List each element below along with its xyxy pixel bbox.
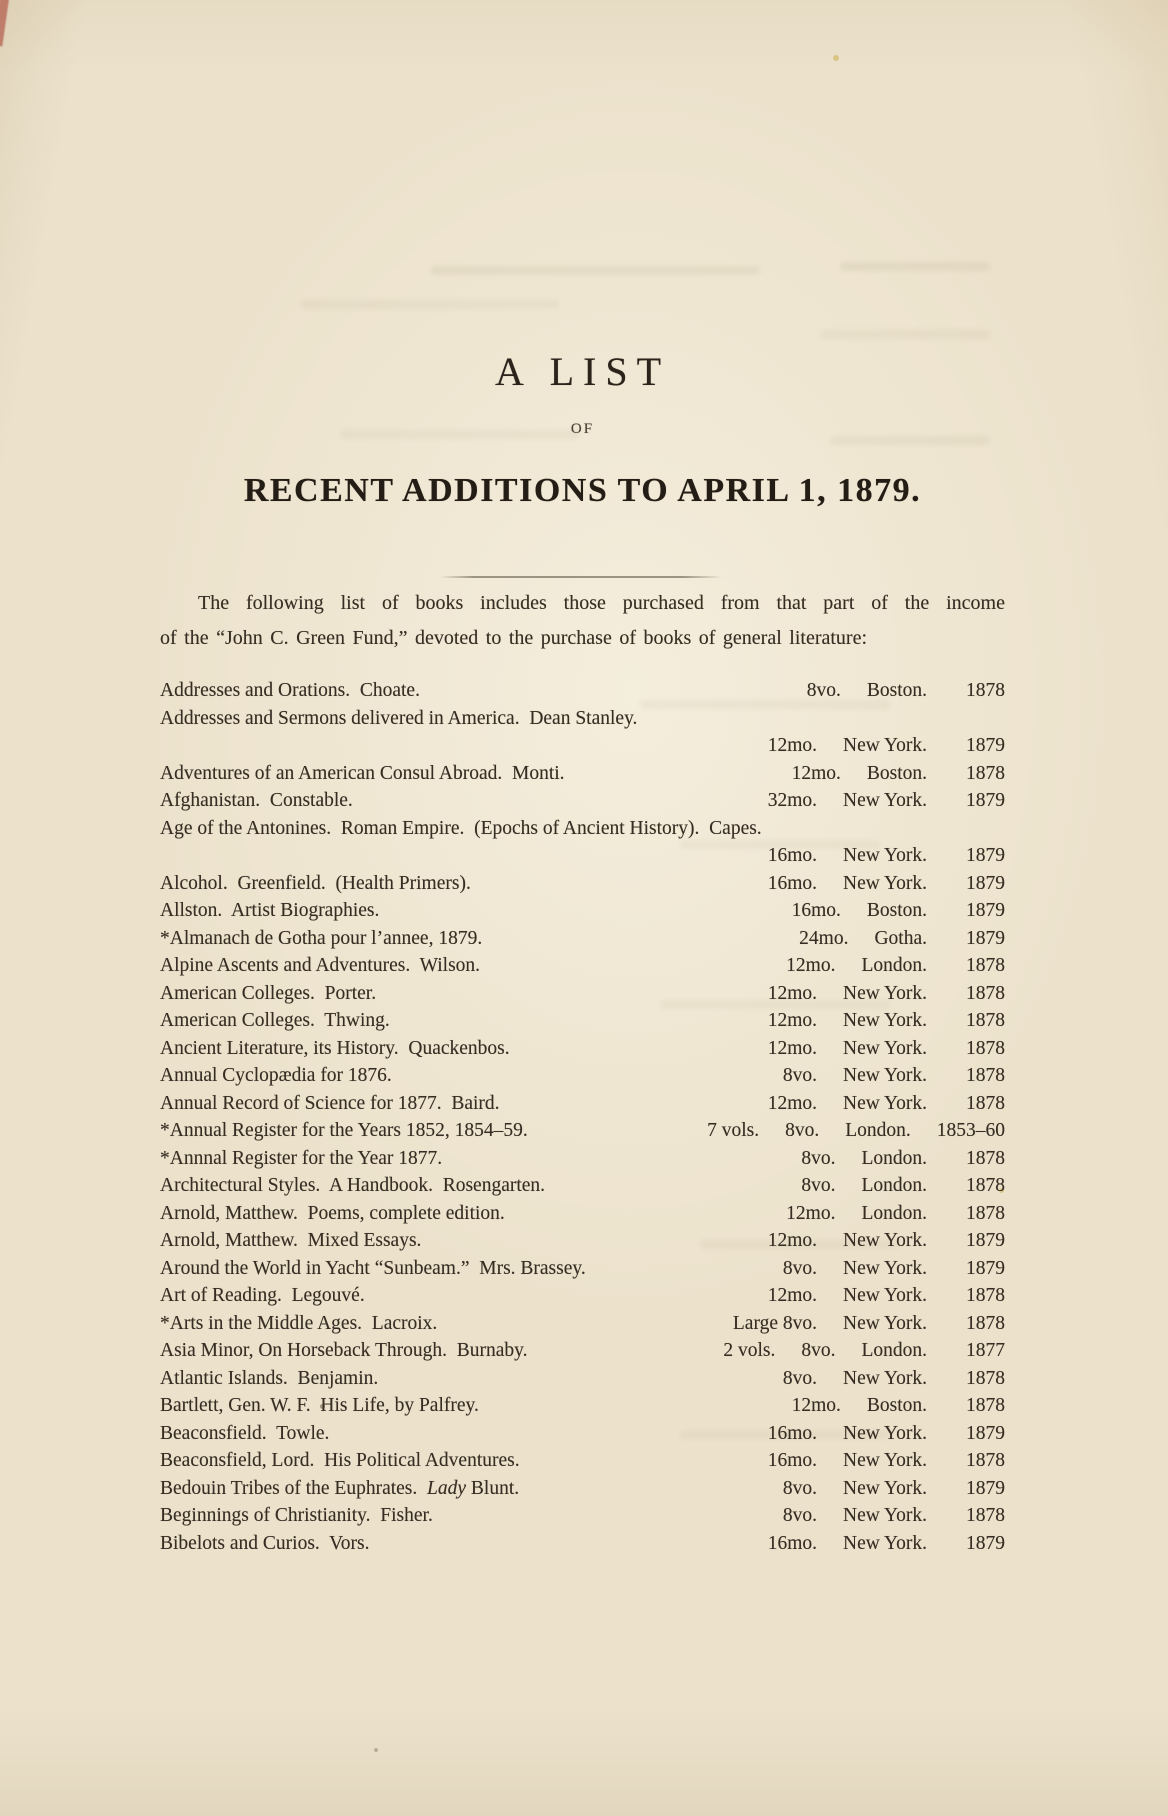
- page-title-of: OF: [570, 421, 595, 437]
- entry-format: 16mo.: [767, 1450, 818, 1471]
- entry-format: 16mo.: [767, 1532, 818, 1554]
- list-entry: [160, 1255, 1005, 1283]
- entry-format: 8vo.: [782, 1505, 818, 1526]
- entry-place: New York.: [843, 982, 927, 1004]
- page-subtitle: RECENT ADDITIONS TO APRIL 1, 1879.: [243, 472, 922, 509]
- entry-title: Bedouin Tribes of the Euphrates. Lady Blunt.: [160, 1477, 520, 1499]
- entry-imprint: [786, 1200, 1005, 1228]
- entry-year: 1879: [966, 1477, 1005, 1499]
- show-through-mark: [430, 266, 760, 275]
- entry-imprint: [707, 1117, 1005, 1145]
- entry-format: 16mo.: [767, 872, 818, 894]
- intro-line-2: of the “John C. Green Fund,” devoted to the purchase of books of general literature:: [160, 627, 868, 649]
- entry-year: 1879: [966, 1422, 1005, 1444]
- entry-imprint: [768, 1282, 1005, 1310]
- entry-imprint: [768, 842, 1005, 870]
- entry-format: Large 8vo.: [732, 1312, 818, 1334]
- list-entry: [160, 1530, 1005, 1558]
- entry-imprint: [801, 1172, 1005, 1200]
- entry-place: New York.: [843, 1285, 927, 1306]
- entry-title: Atlantic Islands. Benjamin.: [160, 1367, 379, 1389]
- entry-format: 12mo.: [767, 1010, 818, 1031]
- entry-year: 1878: [966, 1367, 1005, 1389]
- entry-title: Around the World in Yacht “Sunbeam.” Mrs. Brassey.: [160, 1257, 586, 1279]
- entry-place: London.: [845, 1120, 911, 1141]
- entry-format: 12mo.: [767, 1037, 818, 1059]
- entry-title: Ancient Literature, its History. Quackenbos.: [160, 1037, 510, 1059]
- entry-format: 12mo.: [767, 735, 818, 756]
- entry-year: 1878: [966, 1175, 1005, 1196]
- entry-place: New York.: [843, 1532, 927, 1554]
- entry-format: 8vo.: [801, 1340, 836, 1361]
- list-entry: [160, 1117, 1005, 1145]
- entry-imprint: [768, 1447, 1005, 1475]
- entry-imprint: [768, 732, 1005, 760]
- entry-imprint: [768, 1530, 1005, 1558]
- entry-place: New York.: [843, 1312, 927, 1334]
- entry-title: Beaconsfield. Towle.: [160, 1422, 330, 1444]
- list-entry: [160, 1310, 1005, 1338]
- entry-place: New York.: [843, 735, 927, 756]
- entry-title: Asia Minor, On Horseback Through. Burnaby.: [160, 1340, 528, 1361]
- entry-format: 16mo.: [767, 845, 818, 866]
- entry-title: Allston. Artist Biographies.: [160, 900, 380, 921]
- entry-title: Bartlett, Gen. W. F. His Life, by Palfrey.: [160, 1395, 479, 1416]
- entry-year: 1878: [966, 1092, 1005, 1114]
- entry-place: New York.: [843, 1037, 927, 1059]
- entry-year: 1879: [966, 790, 1005, 811]
- entry-imprint: [768, 1035, 1005, 1063]
- entry-year: 1878: [966, 1505, 1005, 1526]
- entry-year: 1878: [966, 1285, 1005, 1306]
- entry-format: 24mo.: [799, 927, 849, 949]
- entry-place: New York.: [843, 845, 927, 866]
- entry-format: 8vo.: [806, 680, 841, 701]
- list-entry: [160, 870, 1005, 898]
- entry-title: Beginnings of Christianity. Fisher.: [160, 1505, 433, 1526]
- entry-format: 12mo.: [767, 1285, 818, 1306]
- paper-speck: [833, 55, 839, 61]
- entry-title: Age of the Antonines. Roman Empire. (Epochs of Ancient History). Capes.: [160, 817, 762, 839]
- entry-year: 1878: [966, 1395, 1005, 1416]
- entry-title: Arnold, Matthew. Mixed Essays.: [160, 1230, 422, 1251]
- entry-year: 1879: [966, 735, 1005, 756]
- entry-year: 1879: [966, 927, 1005, 949]
- list-entry: [160, 787, 1005, 815]
- entry-place: New York.: [843, 1450, 927, 1471]
- entry-year: 1853–60: [936, 1120, 1005, 1141]
- list-entry: [160, 1172, 1005, 1200]
- entry-title: Annual Cyclopædia for 1876.: [160, 1065, 392, 1086]
- entry-place: New York.: [843, 1505, 927, 1526]
- entry-year: 1879: [966, 1257, 1005, 1279]
- entry-imprint: [786, 952, 1005, 980]
- entry-title: Annual Record of Science for 1877. Baird.: [160, 1092, 500, 1114]
- entry-title: Art of Reading. Legouvé.: [160, 1285, 365, 1306]
- entry-place: London.: [861, 1340, 927, 1361]
- entry-place: New York.: [843, 1010, 927, 1031]
- entry-title: Arnold, Matthew. Poems, complete edition.: [160, 1202, 505, 1224]
- entry-year: 1878: [966, 680, 1005, 701]
- entry-imprint: [768, 1090, 1005, 1118]
- entry-imprint: [768, 870, 1005, 898]
- entry-title: *Annnal Register for the Year 1877.: [160, 1147, 443, 1169]
- entry-place: London.: [861, 1202, 927, 1224]
- page-title: A LIST: [494, 349, 671, 394]
- entry-title: Beaconsfield, Lord. His Political Adventures.: [160, 1450, 520, 1471]
- entry-imprint: [783, 1255, 1005, 1283]
- entry-title: Alcohol. Greenfield. (Health Primers).: [160, 872, 471, 894]
- entry-place: New York.: [843, 1065, 927, 1086]
- entry-place: London.: [861, 955, 927, 976]
- entry-title: Adventures of an American Consul Abroad. Monti.: [160, 762, 565, 784]
- entry-imprint: [768, 787, 1005, 815]
- entry-imprint: [733, 1310, 1005, 1338]
- entry-year: 1878: [966, 1065, 1005, 1086]
- entry-year: 1879: [966, 900, 1005, 921]
- list-entry: [160, 1337, 1005, 1365]
- list-entry: [160, 732, 1005, 760]
- entry-place: New York.: [843, 1092, 927, 1114]
- entry-place: Boston.: [866, 762, 927, 784]
- list-entry: [160, 1420, 1005, 1448]
- entry-title: Addresses and Orations. Choate.: [160, 680, 420, 701]
- entry-format: 8vo.: [782, 1065, 818, 1086]
- entry-title: Addresses and Sermons delivered in America. Dean Stanley.: [160, 707, 638, 729]
- entry-format: 8vo.: [782, 1257, 818, 1279]
- show-through-mark: [820, 330, 990, 339]
- entry-format: 8vo.: [785, 1120, 820, 1141]
- entry-place: New York.: [843, 872, 927, 894]
- entry-imprint: [783, 1475, 1005, 1503]
- entry-format: 8vo.: [801, 1147, 836, 1169]
- entry-imprint: [783, 1502, 1005, 1530]
- list-entry: [160, 1007, 1005, 1035]
- entry-title: Alpine Ascents and Adventures. Wilson.: [160, 955, 481, 976]
- list-entry: [160, 1145, 1005, 1173]
- entry-year: 1879: [966, 872, 1005, 894]
- list-entry: [160, 925, 1005, 953]
- entry-format: 8vo.: [782, 1367, 818, 1389]
- entry-title: Afghanistan. Constable.: [160, 790, 353, 811]
- entry-imprint: [768, 1227, 1005, 1255]
- entry-place: New York.: [843, 790, 927, 811]
- entry-format: 8vo.: [782, 1477, 818, 1499]
- entry-year: 1878: [966, 1147, 1005, 1169]
- list-entry: [160, 1200, 1005, 1228]
- show-through-mark: [840, 262, 990, 271]
- entry-title: American Colleges. Thwing.: [160, 1010, 390, 1031]
- list-entry: [160, 1062, 1005, 1090]
- entry-place: New York.: [843, 1230, 927, 1251]
- entry-year: 1878: [966, 1450, 1005, 1471]
- entry-year: 1879: [966, 1532, 1005, 1554]
- entry-year: 1878: [966, 982, 1005, 1004]
- entry-year: 1878: [966, 1010, 1005, 1031]
- intro-paragraph: [160, 586, 1005, 656]
- list-entry: [160, 980, 1005, 1008]
- entry-format: 16mo.: [791, 900, 841, 921]
- entry-place: New York.: [843, 1257, 927, 1279]
- entry-title: American Colleges. Porter.: [160, 982, 377, 1004]
- list-entry: [160, 1282, 1005, 1310]
- entry-format: 12mo.: [767, 1230, 818, 1251]
- list-entry: [160, 1502, 1005, 1530]
- list-entry: [160, 705, 1005, 733]
- entry-imprint: [792, 897, 1005, 925]
- show-through-mark: [300, 300, 560, 309]
- entry-year: 1878: [966, 955, 1005, 976]
- entry-format: 12mo.: [791, 762, 841, 784]
- scan-corner-mark: [0, 0, 10, 46]
- entry-imprint: [792, 760, 1005, 788]
- entry-format: 12mo.: [786, 1202, 836, 1224]
- entry-imprint: [807, 677, 1005, 705]
- list-entry: [160, 952, 1005, 980]
- entry-year: 1878: [966, 762, 1005, 784]
- divider-rule: [440, 576, 722, 578]
- list-entry: [160, 1035, 1005, 1063]
- entry-imprint: [799, 925, 1005, 953]
- entry-title: Bibelots and Curios. Vors.: [160, 1532, 370, 1554]
- entry-place: London.: [861, 1175, 927, 1196]
- entry-format: 12mo.: [786, 955, 836, 976]
- entry-year: 1878: [966, 1312, 1005, 1334]
- entry-format: 32mo.: [767, 790, 818, 811]
- entry-year: 1877: [966, 1340, 1005, 1361]
- entry-place: Boston.: [866, 680, 927, 701]
- entry-imprint: [768, 1420, 1005, 1448]
- entry-format: 8vo.: [801, 1175, 836, 1196]
- entry-year: 1878: [966, 1037, 1005, 1059]
- list-entry: [160, 1090, 1005, 1118]
- entry-format: 12mo.: [767, 1092, 818, 1114]
- entry-place: Gotha.: [874, 927, 927, 949]
- list-entry: [160, 677, 1005, 705]
- entry-title: Architectural Styles. A Handbook. Rosengarten.: [160, 1175, 546, 1196]
- paper-speck: [374, 1748, 378, 1752]
- entry-imprint: [768, 980, 1005, 1008]
- list-entry: [160, 1447, 1005, 1475]
- entry-place: New York.: [843, 1422, 927, 1444]
- entry-imprint: [723, 1337, 1005, 1365]
- entry-title: *Annual Register for the Years 1852, 1854–59.: [160, 1120, 528, 1141]
- entry-volumes: 7 vols.: [707, 1120, 760, 1141]
- entry-place: London.: [861, 1147, 927, 1169]
- entry-imprint: [783, 1062, 1005, 1090]
- list-entry: [160, 842, 1005, 870]
- entry-imprint: [783, 1365, 1005, 1393]
- list-entry: [160, 1365, 1005, 1393]
- list-entry: [160, 1392, 1005, 1420]
- entry-title: *Almanach de Gotha pour l’annee, 1879.: [160, 927, 483, 949]
- entry-place: Boston.: [866, 900, 927, 921]
- entry-place: New York.: [843, 1367, 927, 1389]
- entry-format: 16mo.: [767, 1422, 818, 1444]
- list-entry: [160, 1475, 1005, 1503]
- entry-imprint: [801, 1145, 1005, 1173]
- entry-imprint: [768, 1007, 1005, 1035]
- entry-year: 1879: [966, 845, 1005, 866]
- entry-year: 1878: [966, 1202, 1005, 1224]
- list-entry: [160, 897, 1005, 925]
- entry-place: New York.: [843, 1477, 927, 1499]
- entry-volumes: 2 vols.: [723, 1340, 776, 1361]
- entry-format: 12mo.: [791, 1395, 841, 1416]
- intro-line-1: The following list of books includes those purchased from that part of the income: [198, 592, 1005, 614]
- book-list: [160, 677, 1005, 1557]
- entry-format: 12mo.: [767, 982, 818, 1004]
- entry-year: 1879: [966, 1230, 1005, 1251]
- list-entry: [160, 760, 1005, 788]
- entry-place: Boston.: [866, 1395, 927, 1416]
- list-entry: [160, 1227, 1005, 1255]
- entry-title: *Arts in the Middle Ages. Lacroix.: [160, 1312, 438, 1334]
- list-entry: [160, 815, 1005, 843]
- entry-imprint: [792, 1392, 1005, 1420]
